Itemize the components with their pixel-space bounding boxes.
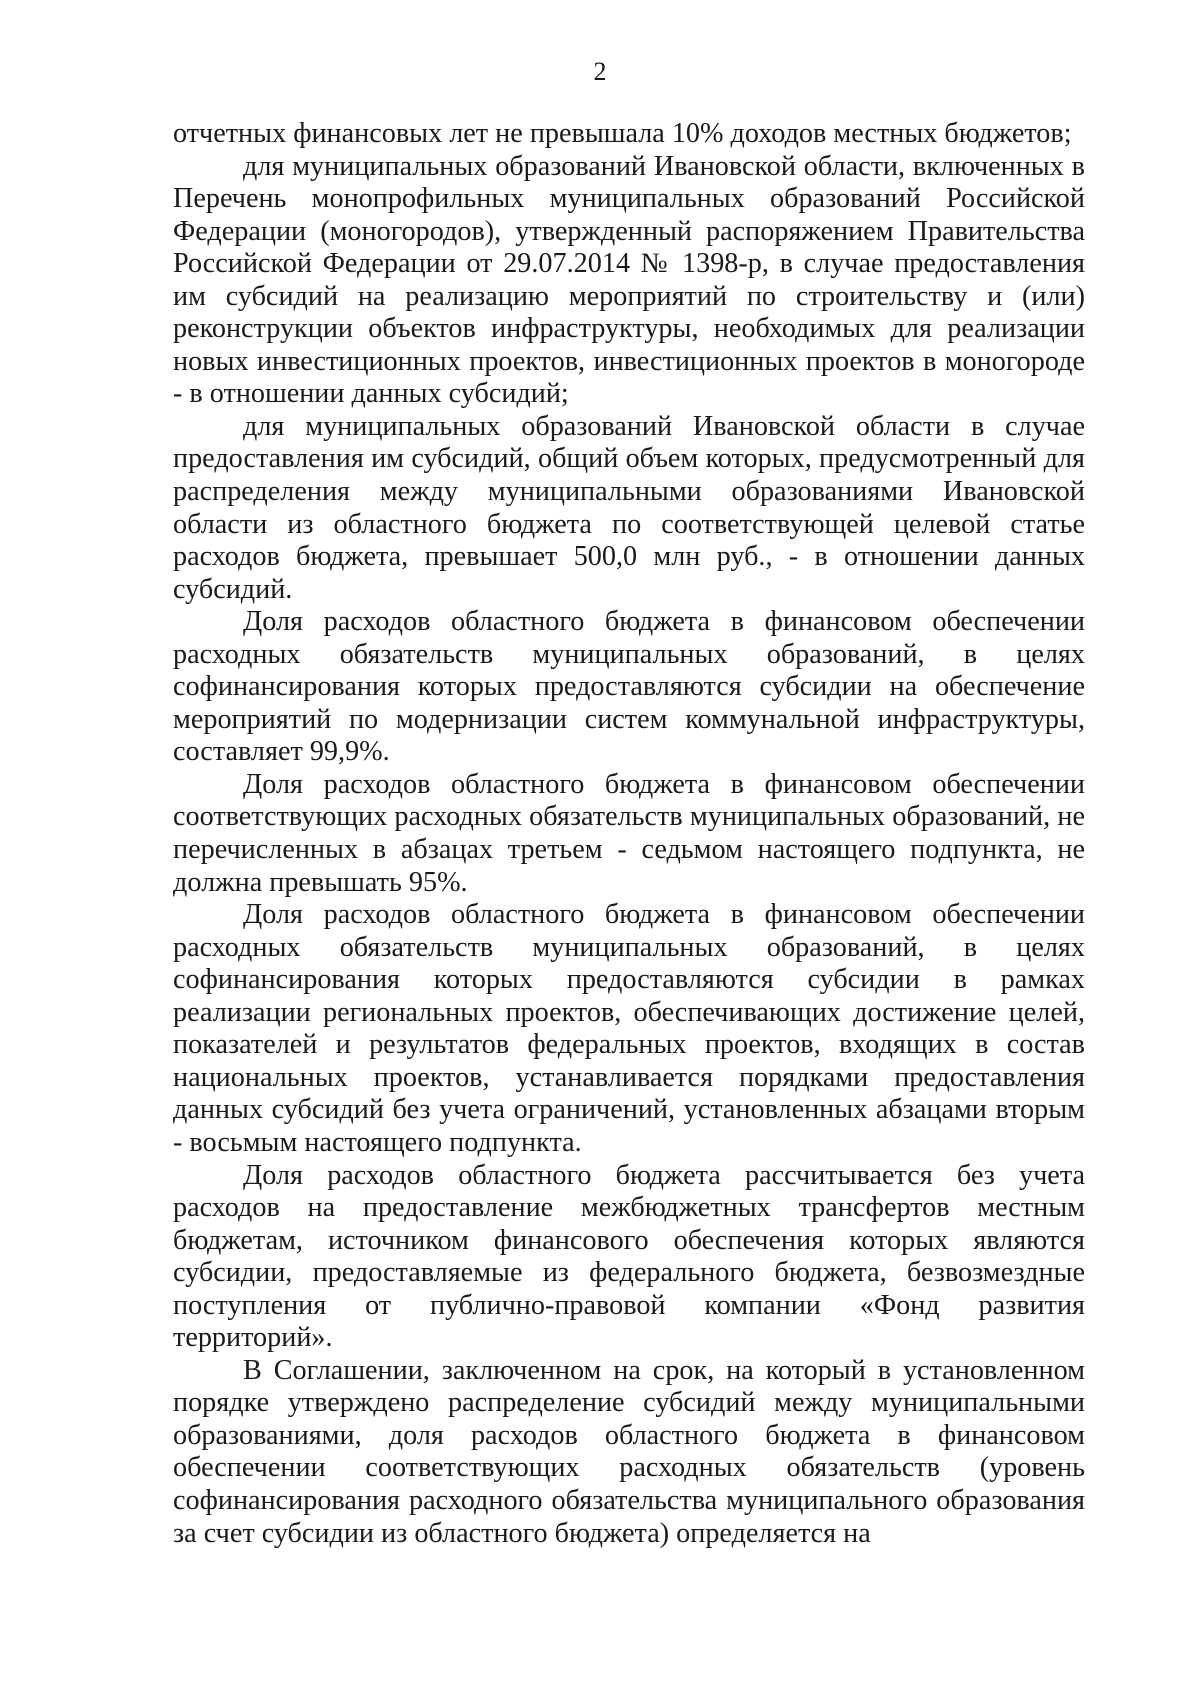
paragraph-5: Доля расходов областного бюджета в финансовом обеспечении соответствующих расходных обязательств муниципальных образований, не перечисленных в абзацах третьем - седьмом настоящего подпункта, не должна превышать 95%.	[173, 768, 1085, 898]
page-number: 2	[593, 57, 607, 86]
paragraph-6: Доля расходов областного бюджета в финансовом обеспечении расходных обязательств муниципальных образований, в целях софинансирования которых предоставляются субсидии в рамках реализации региональных проектов, обеспечивающих достижение целей, показателей и результатов федеральных проектов, входящих в состав национальных проектов, устанавливается порядками предоставления данных субсидий без учета ограничений, установленных абзацами вторым - восьмым настоящего подпункта.	[173, 899, 1085, 1158]
paragraph-4: Доля расходов областного бюджета в финансовом обеспечении расходных обязательств муниципальных образований, в целях софинансирования которых предоставляются субсидии на обеспечение мероприятий по модернизации систем коммунальной инфраструктуры, составляет 99,9%.	[173, 606, 1085, 768]
paragraph-3: для муниципальных образований Ивановской области в случае предоставления им субсидий, общий объем которых, предусмотренный для распределения между муниципальными образованиями Ивановской области из областного бюджета по соответствующей целевой статье расходов бюджета, превышает 500,0 млн руб., - в отношении данных субсидий.	[173, 410, 1085, 605]
paragraph-2: для муниципальных образований Ивановской области, включенных в Перечень монопрофильных муниципальных образований Российской Федерации (моногородов), утвержденный распоряжением Правительства Российской Федерации от 29.07.2014 № 1398-р, в случае предоставления им субсидий на реализацию мероприятий по строительству и (или) реконструкции объектов инфраструктуры, необходимых для реализации новых инвестиционных проектов, инвестиционных проектов в моногороде - в отношении данных субсидий;	[173, 150, 1085, 410]
paragraph-8: В Соглашении, заключенном на срок, на который в установленном порядке утверждено распределение субсидий между муниципальными образованиями, доля расходов областного бюджета в финансовом обеспечении соответствующих расходных обязательств (уровень софинансирования расходного обязательства муниципального образования за счет субсидии из областного бюджета) определяется на	[173, 1354, 1085, 1549]
paragraph-7: Доля расходов областного бюджета рассчитывается без учета расходов на предоставление межбюджетных трансфертов местным бюджетам, источником финансового обеспечения которых являются субсидии, предоставляемые из федерального бюджета, безвозмездные поступления от публично-правовой компании «Фонд развития территорий».	[173, 1159, 1085, 1354]
paragraph-1: отчетных финансовых лет не превышала 10% доходов местных бюджетов;	[173, 118, 1072, 149]
document-body	[173, 118, 1085, 1550]
